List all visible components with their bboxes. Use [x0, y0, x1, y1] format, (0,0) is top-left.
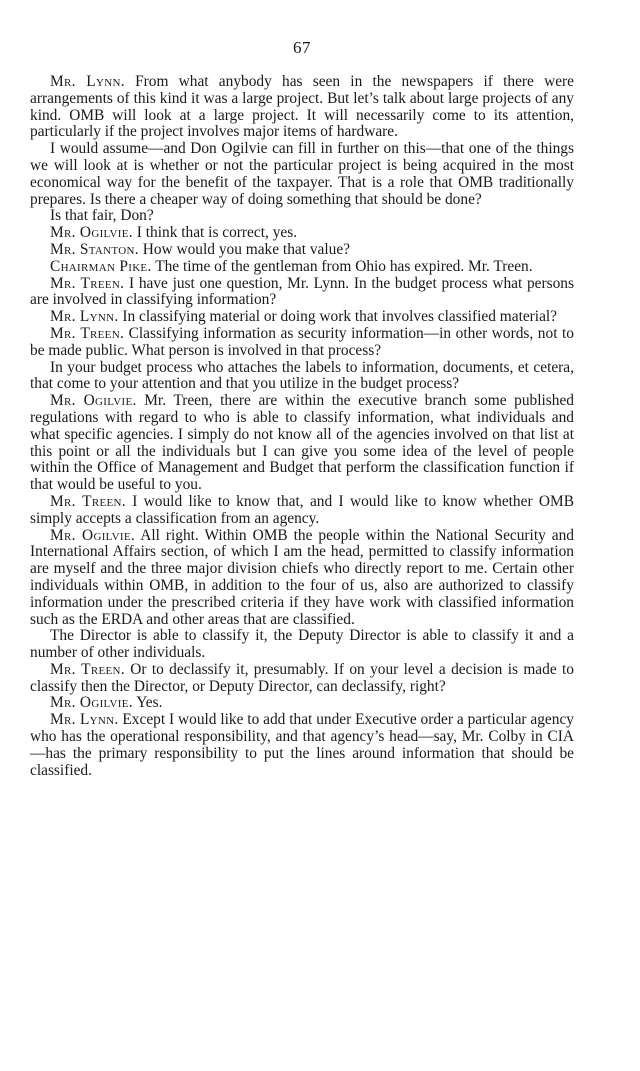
- paragraph-text: Classifying information as security information—in other words, not to be made public. What person is involved in that process?: [30, 324, 574, 359]
- speaker-name: Mr. Treen.: [50, 324, 125, 342]
- paragraph: [30, 494, 574, 528]
- paragraph-text: I have just one question, Mr. Lynn. In the budget process what persons are involved in classifying information?: [30, 274, 574, 309]
- speaker-name: Mr. Ogilvie.: [50, 526, 136, 544]
- speaker-name: Chairman Pike.: [50, 257, 152, 275]
- document-body: [30, 74, 574, 779]
- paragraph: [30, 259, 574, 276]
- paragraph: [30, 393, 574, 494]
- paragraph: [30, 242, 574, 259]
- paragraph-text: In classifying material or doing work that involves classified material?: [122, 308, 558, 326]
- paragraph: [30, 309, 574, 326]
- speaker-name: Mr. Treen.: [50, 492, 126, 510]
- paragraph: [30, 208, 574, 225]
- paragraph-text: All right. Within OMB the people within the National Security and International Affairs section, of which I am the head, permitted to classify information are myself and the three major division chiefs who directly report to me. Certain other individuals within OMB, in addition to the four of us, also are authorized to classify information under the prescribed criteria if they have work with classified information such as the ERDA and other areas that are classified.: [30, 526, 575, 628]
- paragraph: [30, 74, 574, 141]
- paragraph-text: Mr. Treen, there are within the executive branch some published regulations with regard to who is able to classify information, what individuals and what specific agencies. I simply do not know all of the agencies involved on that list at this point or all the individuals but I can give you some idea of the level of people within the Office of Management and Budget that perform the classification function if that would be useful to you.: [30, 392, 574, 494]
- paragraph-text: I would like to know that, and I would like to know whether OMB simply accepts a classification from an agency.: [30, 492, 574, 527]
- speaker-name: Mr. Treen.: [50, 660, 125, 678]
- paragraph: [30, 326, 574, 360]
- paragraph-text: From what anybody has seen in the newspapers if there were arrangements of this kind it was a large project. But let’s talk about large projects of any kind. OMB will look at a large project. It will necessarily come to its attention, particularly if the project involves major items of hardware.: [30, 73, 574, 141]
- paragraph: [30, 712, 574, 779]
- paragraph: [30, 276, 574, 310]
- document-page: [30, 38, 574, 779]
- paragraph-text: Is that fair, Don?: [50, 207, 154, 225]
- paragraph-text: I think that is correct, yes.: [136, 224, 298, 242]
- speaker-name: Mr. Lynn.: [50, 711, 119, 729]
- paragraph: [30, 225, 574, 242]
- paragraph: [30, 628, 574, 662]
- paragraph: [30, 141, 574, 208]
- paragraph-text: Or to declassify it, presumably. If on your level a decision is made to classify then the Director, or Deputy Director, can declassify, right?: [30, 660, 574, 695]
- paragraph-text: How would you make that value?: [142, 240, 351, 258]
- paragraph-text: Except I would like to add that under Executive order a particular agency who has the operational responsibility, and that agency’s head—say, Mr. Colby in CIA—has the primary responsibility to put the lines around information that should be classified.: [30, 711, 574, 779]
- paragraph: [30, 695, 574, 712]
- paragraph: [30, 662, 574, 696]
- paragraph: [30, 360, 574, 394]
- paragraph-text: Yes.: [136, 694, 163, 712]
- speaker-name: Mr. Lynn.: [50, 73, 125, 90]
- speaker-name: Mr. Stanton.: [50, 240, 139, 258]
- speaker-name: Mr. Ogilvie.: [50, 694, 133, 712]
- paragraph-text: I would assume—and Don Ogilvie can fill in further on this—that one of the things we will look at is whether or not the particular project is being acquired in the most economical way for the benefit of the taxpayer. That is a role that OMB traditionally prepares. Is there a cheaper way of doing something that should be done?: [30, 140, 574, 208]
- speaker-name: Mr. Ogilvie.: [50, 392, 137, 410]
- speaker-name: Mr. Treen.: [50, 274, 125, 292]
- paragraph-text: In your budget process who attaches the labels to information, documents, et cetera, that come to your attention and that you utilize in the budget process?: [30, 358, 574, 393]
- speaker-name: Mr. Ogilvie.: [50, 224, 133, 242]
- page-number: 67: [293, 38, 311, 57]
- paragraph: [30, 528, 574, 629]
- speaker-name: Mr. Lynn.: [50, 308, 119, 326]
- paragraph-text: The Director is able to classify it, the Deputy Director is able to classify it and a number of other individuals.: [30, 627, 574, 662]
- paragraph-text: The time of the gentleman from Ohio has expired. Mr. Treen.: [155, 257, 533, 275]
